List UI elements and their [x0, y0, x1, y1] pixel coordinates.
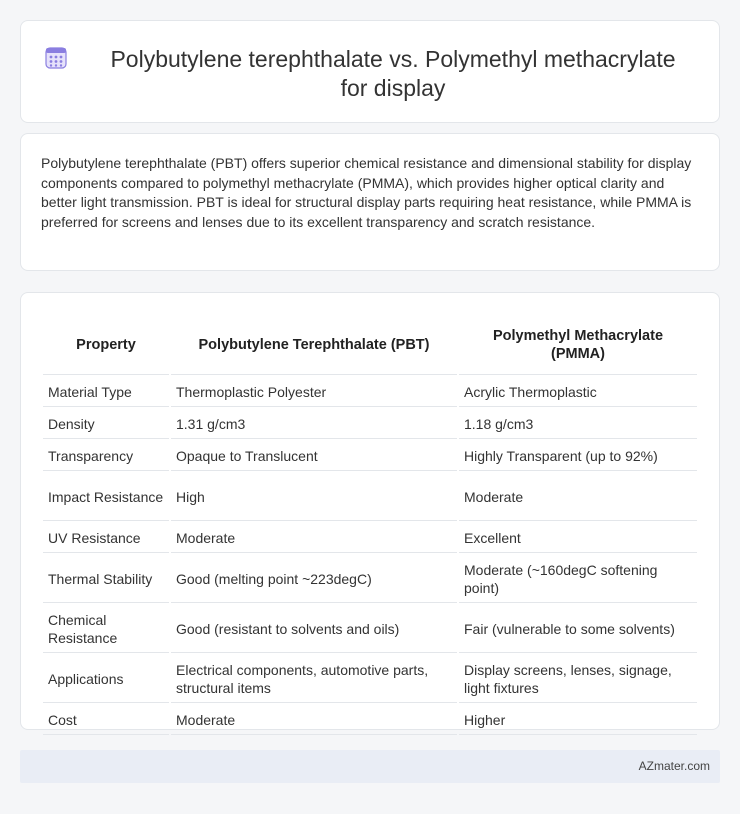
cell-pbt: Moderate — [171, 523, 457, 553]
header-pmma: Polymethyl Methacrylate (PMMA) — [459, 315, 697, 375]
table-row — [43, 441, 697, 471]
header-property: Property — [43, 315, 169, 375]
cell-pbt: Electrical components, automotive parts, structural items — [171, 655, 457, 703]
footer-brand[interactable]: AZmater.com — [638, 759, 710, 773]
comparison-table — [41, 313, 699, 737]
cell-property: Chemical Resistance — [43, 605, 169, 653]
header-pbt: Polybutylene Terephthalate (PBT) — [171, 315, 457, 375]
table-header-row — [43, 315, 697, 375]
cell-pmma: 1.18 g/cm3 — [459, 409, 697, 439]
title-card — [20, 20, 720, 123]
table-row — [43, 605, 697, 653]
cell-property: Material Type — [43, 377, 169, 407]
cell-pbt: Good (resistant to solvents and oils) — [171, 605, 457, 653]
summary-text: Polybutylene terephthalate (PBT) offers superior chemical resistance and dimensional stability for display components compared to polymethyl methacrylate (PMMA), which provides higher optical clarity and better light transmission. PBT is ideal for structural display parts requiring heat resistance, while PMMA is preferred for screens and lenses due to its excellent transparency and scratch resistance. — [41, 155, 692, 230]
cell-pbt: High — [171, 473, 457, 521]
cell-property: Impact Resistance — [43, 473, 169, 521]
cell-pbt: Thermoplastic Polyester — [171, 377, 457, 407]
comparison-table-card — [20, 292, 720, 730]
cell-property: Density — [43, 409, 169, 439]
cell-property: Applications — [43, 655, 169, 703]
cell-pmma: Acrylic Thermoplastic — [459, 377, 697, 407]
table-row — [43, 655, 697, 703]
footer-bar — [20, 750, 720, 783]
cell-pmma: Display screens, lenses, signage, light fixtures — [459, 655, 697, 703]
cell-property: UV Resistance — [43, 523, 169, 553]
cell-property: Transparency — [43, 441, 169, 471]
cell-pmma: Higher — [459, 705, 697, 735]
table-row — [43, 555, 697, 603]
table-row — [43, 409, 697, 439]
cell-pmma: Moderate — [459, 473, 697, 521]
table-row — [43, 377, 697, 407]
page-title: Polybutylene terephthalate vs. Polymethyl methacrylate for display — [110, 46, 676, 101]
cell-pmma: Highly Transparent (up to 92%) — [459, 441, 697, 471]
cell-property: Thermal Stability — [43, 555, 169, 603]
cell-property: Cost — [43, 705, 169, 735]
summary-card — [20, 133, 720, 271]
cell-pbt: Opaque to Translucent — [171, 441, 457, 471]
table-row — [43, 473, 697, 521]
cell-pmma: Excellent — [459, 523, 697, 553]
table-row — [43, 523, 697, 553]
table-row — [43, 705, 697, 735]
cell-pbt: Good (melting point ~223degC) — [171, 555, 457, 603]
cell-pbt: Moderate — [171, 705, 457, 735]
cell-pbt: 1.31 g/cm3 — [171, 409, 457, 439]
cell-pmma: Fair (vulnerable to some solvents) — [459, 605, 697, 653]
cell-pmma: Moderate (~160degC softening point) — [459, 555, 697, 603]
